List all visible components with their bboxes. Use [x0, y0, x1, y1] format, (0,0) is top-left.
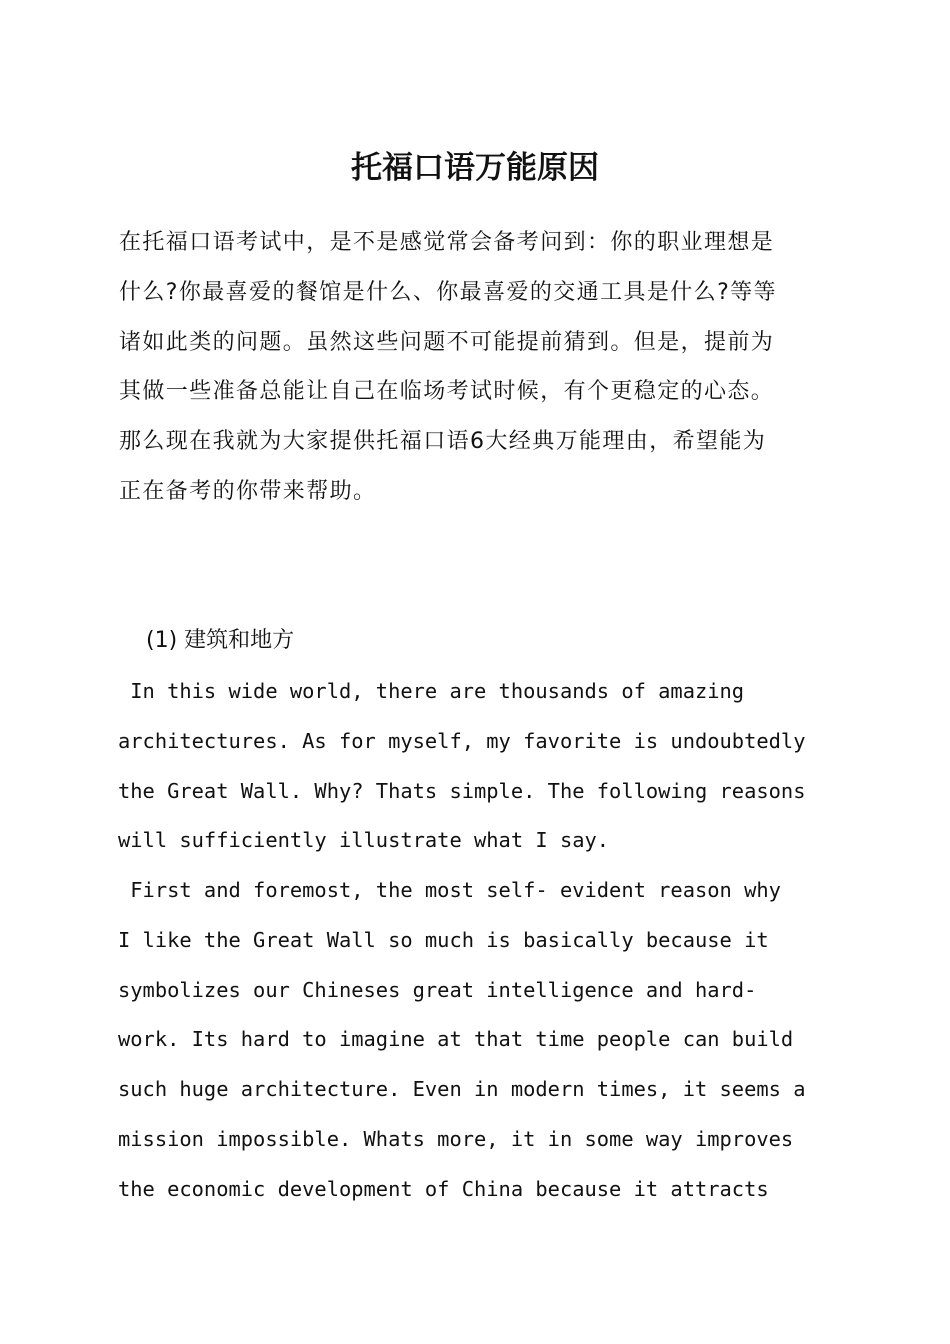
paragraph-line: will sufficiently illustrate what I say. — [118, 828, 610, 853]
paragraph-line: mission impossible. Whats more, it in some way improves — [118, 1126, 794, 1151]
intro-paragraph — [119, 218, 839, 517]
intro-line: 那么现在我就为大家提供托福口语6大经典万能理由，希望能为 — [119, 429, 767, 455]
intro-line: 在托福口语考试中，是不是感觉常会备考问到：你的职业理想是 — [119, 230, 775, 255]
paragraph-line: In this wide world, there are thousands of amazing — [118, 679, 745, 703]
intro-line: 正在备考的你带来帮助。 — [119, 478, 377, 504]
paragraph-line: work. Its hard to imagine at that time people can build — [118, 1027, 794, 1052]
intro-line: 诸如此类的问题。虽然这些问题不可能提前猜到。但是，提前为 — [119, 329, 775, 355]
paragraph-line: architectures. As for myself, my favorite is undoubtedly — [118, 728, 806, 753]
paragraph-line: First and foremost, the most self- evident reason why — [118, 878, 781, 902]
paragraph-line: the Great Wall. Why? Thats simple. The following reasons — [118, 778, 806, 803]
paragraph-line: symbolizes our Chineses great intelligence and hard- — [118, 977, 757, 1002]
intro-line: 什么?你最喜爱的餐馆是什么、你最喜爱的交通工具是什么?等等 — [119, 279, 777, 305]
body-paragraph-1 — [118, 667, 838, 866]
section-heading: (1) 建筑和地方 — [146, 628, 295, 653]
intro-line: 其做一些准备总能让自己在临场考试时候，有个更稳定的心态。 — [119, 379, 775, 405]
paragraph-line: such huge architecture. Even in modern times, it seems a — [118, 1077, 806, 1102]
document-title: 托福口语万能原因 — [351, 150, 599, 186]
paragraph-line: the economic development of China because it attracts — [118, 1176, 769, 1201]
paragraph-line: I like the Great Wall so much is basically because it — [118, 927, 769, 952]
body-paragraph-2 — [118, 866, 838, 1215]
